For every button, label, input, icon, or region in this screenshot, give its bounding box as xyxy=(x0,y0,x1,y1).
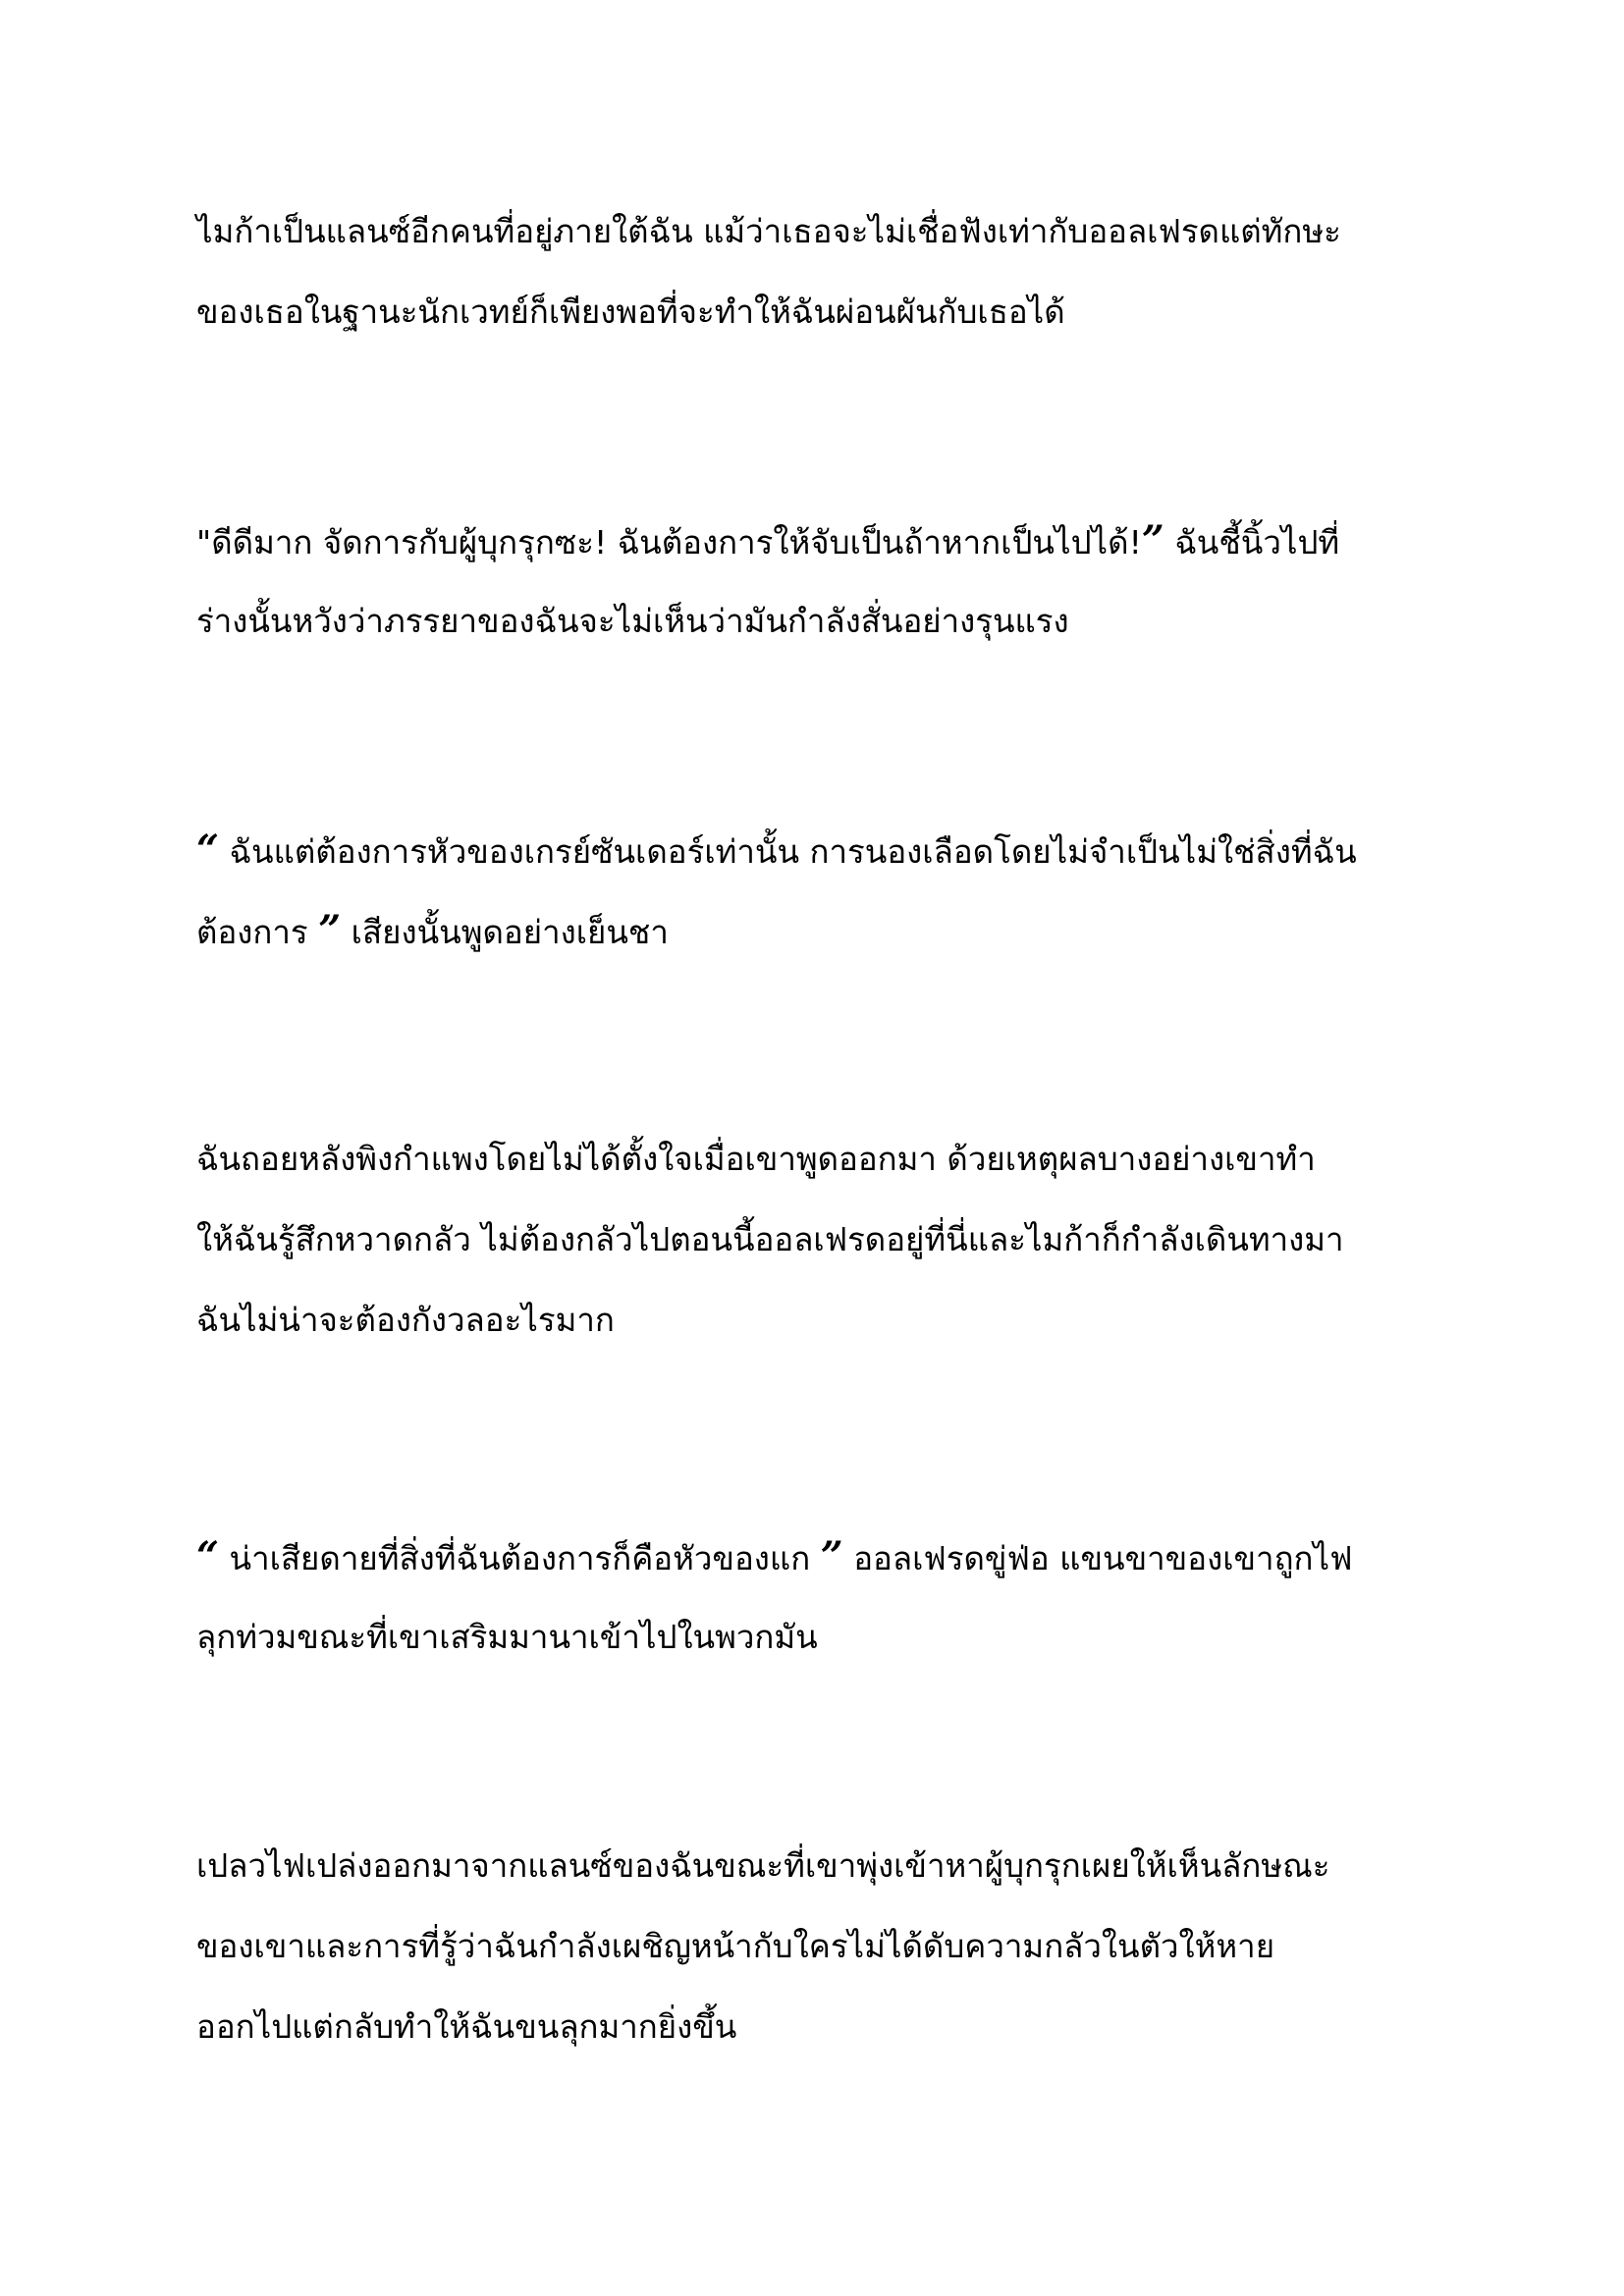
text-line: ให้ฉันรู้สึกหวาดกลัว ไม่ต้องกลัวไปตอนนี้ออลเฟรดอยู่ที่นี่และไมก้าก็กำลังเดินทางมา xyxy=(196,1220,1344,1258)
text-line: ออกไปแต่กลับทำให้ฉันขนลุกมากยิ่งขึ้น xyxy=(196,2007,737,2046)
paragraph-1 xyxy=(196,191,1453,352)
text-line: ของเธอในฐานะนักเวทย์ก็เพียงพอที่จะทำให้ฉันผ่อนผันกับเธอได้ xyxy=(196,293,1065,331)
text-line: ตองการ ” เสยงนนพดอยางเยนชา xyxy=(196,907,669,953)
text-line: ร่างนั้นหวังว่าภรรยาของฉันจะไม่เห็นว่ามันกำลังสั่นอย่างรุนแรง xyxy=(196,602,1069,640)
text-line: ของเขาและการที่รู้ว่าฉันกำลังเผชิญหน้ากับใครไม่ได้ดับความกลัวในตัวให้หาย xyxy=(196,1927,1275,1965)
paragraph-6 xyxy=(196,1826,1453,2067)
paragraph-5 xyxy=(196,1517,1453,1678)
text-line: ลุกท่วมขณะที่เขาเสริมมานาเข้าไปในพวกมัน xyxy=(196,1618,818,1656)
text-line: ฉันถอยหลังพิงกำแพงโดยไม่ได้ตั้งใจเมื่อเขาพูดออกมา ด้วยเหตุผลบางอย่างเขาทำ xyxy=(196,1140,1316,1178)
paragraph-4 xyxy=(196,1119,1453,1361)
text-line: ฉันไม่น่าจะต้องกังวลอะไรมาก xyxy=(196,1301,615,1339)
text-line: “ นาเสยดายทสงทฉนตองการกคอหวของแก ” ออลเฟรดขฟอ แขนขาของเขาถกไฟ xyxy=(196,1533,1353,1579)
text-line: "ดดมาก จดการกบผบกรกซะ! ฉนตองการใหจบเปนถาหากเปนไปได!” ฉนชนวไปท xyxy=(196,517,1340,563)
text-line: “ ฉนแตตองการหวของเกรยซนเดอรเทานน การนองเลอดโดยไมจเปนไมใชสงทฉน xyxy=(196,827,1357,873)
text-line: ไมก้าเป็นแลนซ์อีกคนที่อยู่ภายใต้ฉัน แม้ว่าเธอจะไม่เชื่อฟังเท่ากับออลเฟรดแต่ทักษะ xyxy=(196,212,1341,250)
paragraph-2 xyxy=(196,501,1453,662)
text-line: เปลวไฟเปล่งออกมาจากแลนซ์ของฉันขณะที่เขาพุ่งเข้าหาผู้บุกรุกเผยให้เห็นลักษณะ xyxy=(196,1846,1330,1885)
paragraph-3 xyxy=(196,810,1453,971)
